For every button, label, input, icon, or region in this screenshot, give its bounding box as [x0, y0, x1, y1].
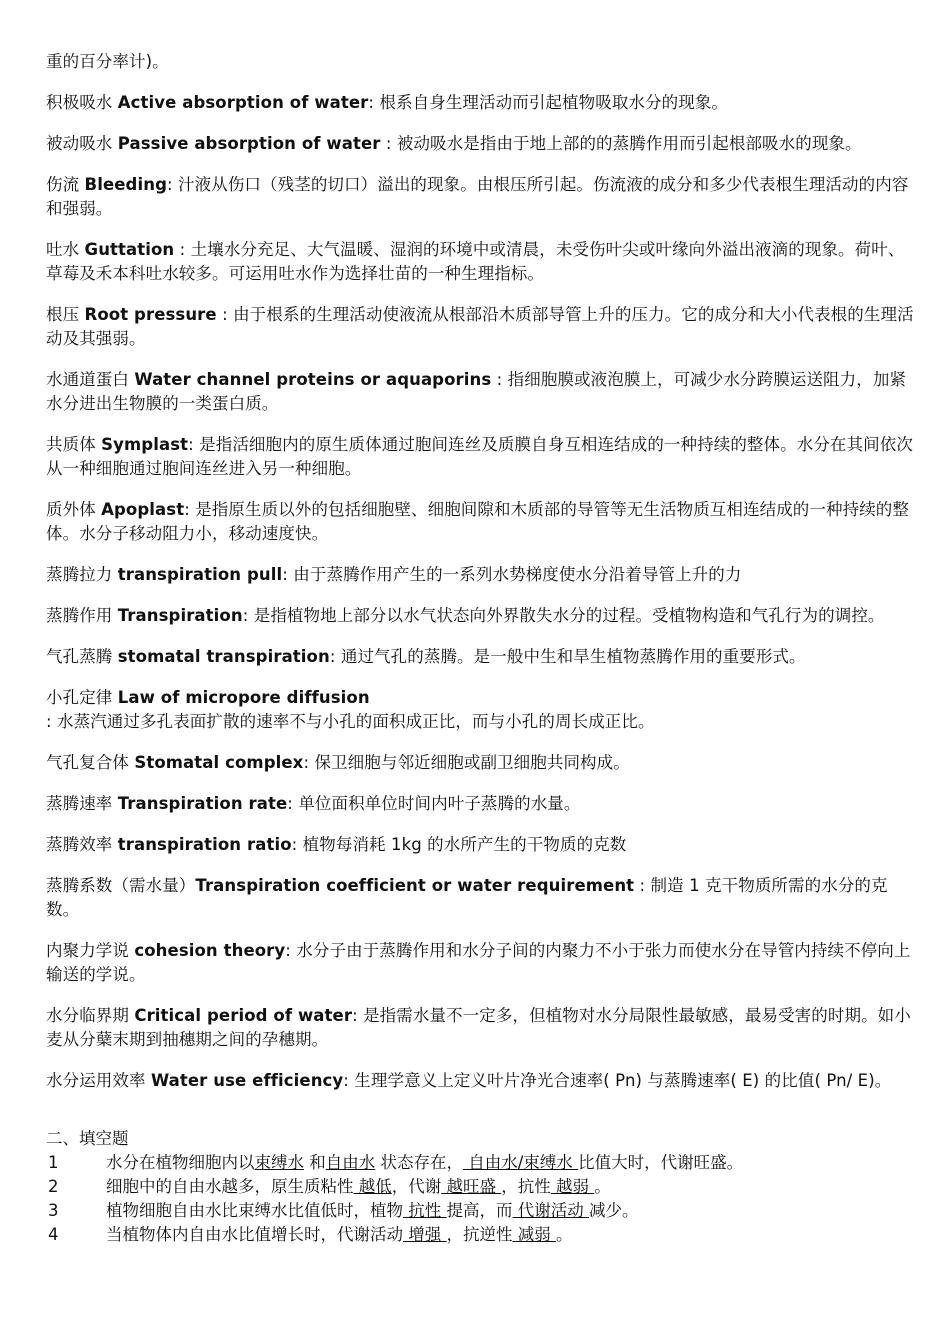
term-english: Law of micropore diffusion: [117, 688, 370, 707]
term-definition: 单位面积单位时间内叶子蒸腾的水量。: [298, 794, 581, 813]
answer-blank: 束缚水: [254, 1153, 304, 1172]
answer-blank: 越旺盛: [441, 1177, 502, 1196]
term-chinese: 水分临界期: [46, 1006, 135, 1025]
question-text: [106, 1223, 916, 1247]
term-chinese: 蒸腾系数（需水量）: [46, 876, 196, 895]
definition-item: [46, 238, 916, 286]
term-definition: 保卫细胞与邻近细胞或副卫细胞共同构成。: [314, 753, 630, 772]
question-fragment: 当植物体内自由水比值增长时，代谢活动: [106, 1225, 403, 1244]
term-chinese: 蒸腾拉力: [46, 565, 118, 584]
answer-blank: 抗性: [403, 1201, 447, 1220]
term-definition: 根系自身生理活动而引起植物吸取水分的现象。: [379, 93, 729, 112]
term-english: Stomatal complex: [134, 753, 304, 772]
term-english: Apoplast: [101, 500, 185, 519]
question-number: 1: [48, 1153, 59, 1172]
definition-item: [46, 173, 916, 221]
definition-item: [46, 686, 916, 734]
term-chinese: 蒸腾速率: [46, 794, 118, 813]
term-chinese: 共质体: [46, 435, 102, 454]
term-english: Guttation: [84, 240, 175, 259]
definition-item: [46, 433, 916, 481]
answer-blank: 代谢活动: [512, 1201, 589, 1220]
term-definition: 汁液从伤口（残茎的切口）溢出的现象。由根压所引起。伤流液的成分和多少代表根生理活动的内容和强弱。: [46, 175, 909, 218]
term-definition: 是指原生质以外的包括细胞壁、细胞间隙和木质部的导管等无生活物质互相连结成的一种持续的整体。水分子移动阻力小，移动速度快。: [46, 500, 910, 543]
term-separator: :: [282, 565, 294, 584]
term-english: Symplast: [101, 435, 189, 454]
question-text: [106, 1151, 916, 1175]
term-english: Transpiration coefficient or water requirement: [195, 876, 635, 895]
term-chinese: 小孔定律: [46, 688, 118, 707]
question-fragment: 细胞中的自由水越多，原生质粘性: [106, 1177, 354, 1196]
question-fragment: 植物细胞自由水比束缚水比值低时，植物: [106, 1201, 403, 1220]
question-number: 3: [48, 1201, 59, 1220]
definition-item: [46, 1069, 916, 1093]
term-definition: 是指需水量不一定多，但植物对水分局限性最敏感，最易受害的时期。如小麦从分蘖末期到抽穗期之间的孕穗期。: [46, 1006, 911, 1049]
question-fragment: 。: [556, 1225, 573, 1244]
questions-list: [46, 1151, 916, 1247]
section-title: 二、填空题: [46, 1129, 129, 1148]
term-chinese: 积极吸水: [46, 93, 118, 112]
question-fragment: 提高，而: [446, 1201, 513, 1220]
definition-item: [46, 792, 916, 816]
term-separator: :: [343, 1071, 355, 1090]
answer-blank: 越弱: [550, 1177, 595, 1196]
term-chinese: 根压: [46, 305, 85, 324]
term-english: Critical period of water: [134, 1006, 353, 1025]
term-separator: :: [174, 240, 191, 259]
term-chinese: 质外体: [46, 500, 102, 519]
term-chinese: 气孔蒸腾: [46, 647, 118, 666]
answer-blank: 自由水/束缚水: [463, 1153, 579, 1172]
document-page: [46, 50, 916, 1247]
question-row: [46, 1151, 916, 1175]
answer-blank: 增强: [403, 1225, 447, 1244]
definition-item: [46, 91, 916, 115]
definition-item: [46, 132, 916, 156]
term-english: stomatal transpiration: [117, 647, 330, 666]
question-fragment: 减少。: [589, 1201, 639, 1220]
definition-item: [46, 303, 916, 351]
term-separator: :: [216, 305, 234, 324]
term-chinese: 被动吸水: [46, 134, 118, 153]
definitions-list: [46, 91, 916, 1093]
question-fragment: ，抗性: [501, 1177, 551, 1196]
question-text: [106, 1199, 916, 1223]
question-fragment: 。: [594, 1177, 611, 1196]
term-english: cohesion theory: [134, 941, 286, 960]
term-english: Active absorption of water: [117, 93, 369, 112]
term-definition: 通过气孔的蒸腾。是一般中生和旱生植物蒸腾作用的重要形式。: [340, 647, 806, 666]
term-separator: :: [329, 647, 341, 666]
term-definition: 由于根系的生理活动使液流从根部沿木质部导管上升的压力。它的成分和大小代表根的生理活动及其强弱。: [46, 305, 914, 348]
term-chinese: 蒸腾作用: [46, 606, 118, 625]
term-english: Transpiration rate: [117, 794, 288, 813]
term-chinese: 伤流: [46, 175, 85, 194]
term-separator: :: [380, 134, 397, 153]
term-definition: 土壤水分充足、大气温暖、湿润的环境中或清晨，未受伤叶尖或叶缘向外溢出液滴的现象。荷叶、草莓及禾本科吐水较多。可运用吐水作为选择壮苗的一种生理指标。: [46, 240, 905, 283]
question-number: 2: [48, 1177, 59, 1196]
term-definition: 指细胞膜或液泡膜上，可减少水分跨膜运送阻力，加紧水分进出生物膜的一类蛋白质。: [46, 370, 907, 413]
term-separator: :: [188, 435, 200, 454]
term-separator: :: [291, 835, 303, 854]
question-fragment: 比值大时，代谢旺盛。: [578, 1153, 744, 1172]
term-chinese: 气孔复合体: [46, 753, 135, 772]
term-english: Water use efficiency: [150, 1071, 344, 1090]
term-english: transpiration pull: [117, 565, 283, 584]
term-definition: 植物每消耗 1kg 的水所产生的干物质的克数: [302, 835, 627, 854]
intro-tail-text: 重的百分率计)。: [46, 52, 169, 71]
term-definition: 水分子由于蒸腾作用和水分子间的内聚力不小于张力而使水分在导管内持续不停向上输送的学说。: [46, 941, 911, 984]
term-definition: 是指植物地上部分以水气状态向外界散失水分的过程。受植物构造和气孔行为的调控。: [253, 606, 885, 625]
term-english: Water channel proteins or aquaporins: [134, 370, 492, 389]
term-english: transpiration ratio: [117, 835, 292, 854]
term-definition: 生理学意义上定义叶片净光合速率( Pn) 与蒸腾速率( E) 的比值( Pn/ E)。: [354, 1071, 892, 1090]
term-separator: :: [368, 93, 380, 112]
term-definition-line2: : 水蒸汽通过多孔表面扩散的速率不与小孔的面积成正比，而与小孔的周长成正比。: [46, 712, 655, 731]
term-separator: :: [184, 500, 196, 519]
term-english: Root pressure: [84, 305, 217, 324]
question-fragment: 状态存在，: [375, 1153, 463, 1172]
term-chinese: 蒸腾效率: [46, 835, 118, 854]
term-definition: 由于蒸腾作用产生的一系列水势梯度使水分沿着导管上升的力: [293, 565, 742, 584]
term-separator: :: [242, 606, 254, 625]
definition-item: [46, 751, 916, 775]
definition-item: [46, 563, 916, 587]
definition-item: [46, 874, 916, 922]
term-separator: :: [303, 753, 315, 772]
answer-blank: 越低: [353, 1177, 392, 1196]
term-english: Bleeding: [84, 175, 167, 194]
question-fragment: ，代谢: [391, 1177, 442, 1196]
question-row: [46, 1199, 916, 1223]
term-separator: :: [491, 370, 508, 389]
definition-item: [46, 1004, 916, 1052]
answer-blank: 减弱: [512, 1225, 556, 1244]
definition-item: [46, 833, 916, 857]
term-chinese: 水通道蛋白: [46, 370, 135, 389]
term-definition: 制造 1 克干物质所需的水分的克数。: [46, 876, 888, 919]
term-separator: :: [287, 794, 299, 813]
definition-item: [46, 645, 916, 669]
term-definition: 被动吸水是指由于地上部的的蒸腾作用而引起根部吸水的现象。: [396, 134, 862, 153]
term-english: Transpiration: [117, 606, 243, 625]
term-chinese: 内聚力学说: [46, 941, 135, 960]
question-fragment: ，抗逆性: [446, 1225, 513, 1244]
term-separator: :: [352, 1006, 364, 1025]
question-row: [46, 1175, 916, 1199]
term-chinese: 吐水: [46, 240, 85, 259]
definition-item: [46, 368, 916, 416]
term-english: Passive absorption of water: [117, 134, 381, 153]
question-text: [106, 1175, 916, 1199]
question-fragment: 水分在植物细胞内以: [106, 1153, 255, 1172]
term-chinese: 水分运用效率: [46, 1071, 151, 1090]
definition-item: [46, 604, 916, 628]
question-fragment: 和: [304, 1153, 326, 1172]
definition-item: [46, 498, 916, 546]
answer-blank: 自由水: [325, 1153, 376, 1172]
question-row: [46, 1223, 916, 1247]
question-number: 4: [48, 1225, 59, 1244]
term-separator: :: [634, 876, 651, 895]
definition-item: [46, 939, 916, 987]
term-definition: 是指活细胞内的原生质体通过胞间连丝及质膜自身互相连结成的一种持续的整体。水分在其间依次从一种细胞通过胞间连丝进入另一种细胞。: [46, 435, 913, 478]
term-separator: :: [285, 941, 297, 960]
term-separator: :: [167, 175, 179, 194]
